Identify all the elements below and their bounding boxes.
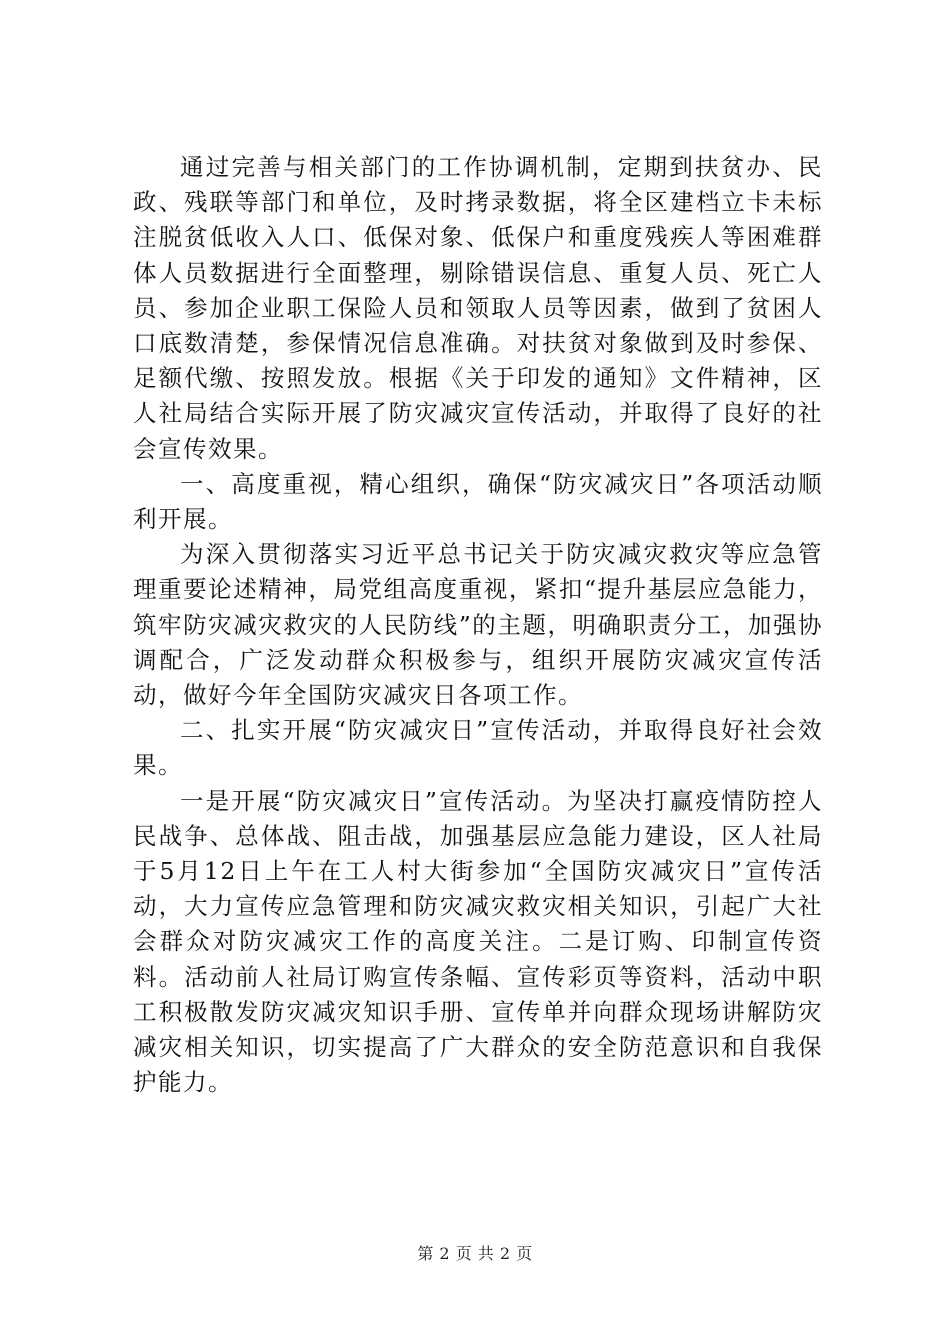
document-body: [133, 150, 823, 1100]
paragraph-section-1: 为深入贯彻落实习近平总书记关于防灾减灾救灾等应急管理重要论述精神，局党组高度重视，紧扣“提升基层应急能力，筑牢防灾减灾救灾的人民防线”的主题，明确职责分工，加强协调配合，广泛发动群众积极参与，组织开展防灾减灾宣传活动，做好今年全国防灾减灾日各项工作。: [133, 540, 823, 710]
section-heading-2: 二、扎实开展“防灾减灾日”宣传活动，并取得良好社会效果。: [133, 716, 823, 780]
page-number-footer: 第 2 页 共 2 页: [417, 1244, 533, 1263]
paragraph-section-2: 一是开展“防灾减灾日”宣传活动。为坚决打赢疫情防控人民战争、总体战、阻击战，加强基层应急能力建设，区人社局于5月12日上午在工人村大街参加“全国防灾减灾日”宣传活动，大力宣传应急管理和防灾减灾救灾相关知识，引起广大社会群众对防灾减灾工作的高度关注。二是订购、印制宣传资料。活动前人社局订购宣传条幅、宣传彩页等资料，活动中职工积极散发防灾减灾知识手册、宣传单并向群众现场讲解防灾减灾相关知识，切实提高了广大群众的安全防范意识和自我保护能力。: [133, 786, 823, 1097]
section-heading-1: 一、高度重视，精心组织，确保“防灾减灾日”各项活动顺利开展。: [133, 469, 823, 534]
paragraph-intro: 通过完善与相关部门的工作协调机制，定期到扶贫办、民政、残联等部门和单位，及时拷录数据，将全区建档立卡未标注脱贫低收入人口、低保对象、低保户和重度残疾人等困难群体人员数据进行全面整理，剔除错误信息、重复人员、死亡人员、参加企业职工保险人员和领取人员等因素，做到了贫困人口底数清楚，参保情况信息准确。对扶贫对象做到及时参保、足额代缴、按照发放。根据《关于印发的通知》文件精神，区人社局结合实际开展了防灾减灾宣传活动，并取得了良好的社会宣传效果。: [133, 153, 823, 463]
